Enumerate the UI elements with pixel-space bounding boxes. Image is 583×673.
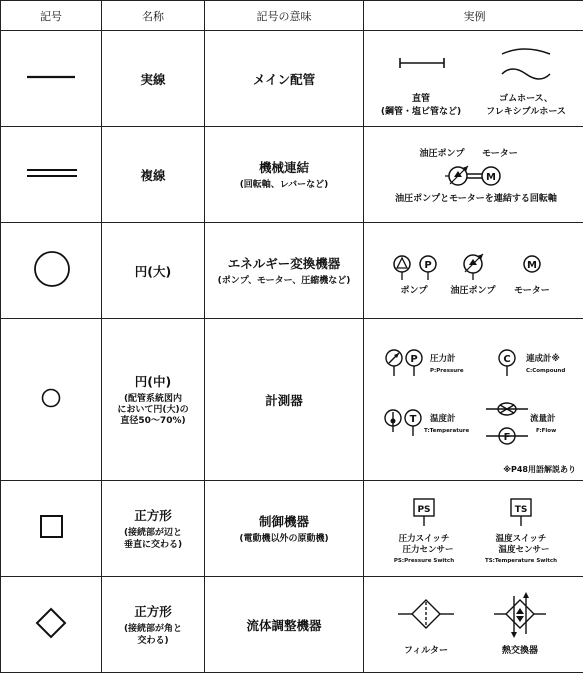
example-cell — [364, 223, 583, 319]
fluid-examples — [364, 578, 583, 672]
example-label: 油圧ポンプとモーターを連結する回転軸 — [395, 193, 557, 204]
example-label: 圧力計 — [430, 353, 456, 364]
row-meaning-cell — [205, 481, 364, 577]
row-meaning: エネルギー変換機器 — [227, 255, 341, 271]
example-label: F:Flow — [536, 427, 557, 434]
footnote: ※P48用語解説あり — [503, 464, 576, 474]
row-name: 複線 — [102, 127, 205, 223]
example-label: C:Compound — [526, 367, 566, 374]
row-meaning-cell — [205, 223, 364, 319]
row-name-note: (接続部が角と 交わる) — [123, 624, 183, 646]
example-label: 圧力スイッチ — [398, 533, 450, 544]
row-name-cell — [102, 577, 205, 673]
header-row — [1, 1, 583, 31]
motor-icon — [524, 256, 540, 272]
example-cell — [364, 577, 583, 673]
shaft-example — [364, 128, 583, 222]
table-row — [1, 577, 583, 673]
example-cell — [364, 31, 583, 127]
pump-icon — [394, 256, 410, 280]
svg-text:TS: TS — [514, 504, 528, 515]
gauge-examples — [364, 320, 583, 480]
table-row — [1, 481, 583, 577]
diamond-icon — [1, 606, 101, 640]
symbol-diamond — [1, 577, 102, 673]
example-cell — [364, 319, 583, 481]
row-name-cell — [102, 481, 205, 577]
example-label: 油圧ポンプ — [419, 148, 465, 159]
header-name: 名称 — [102, 1, 205, 31]
row-name: 実線 — [102, 31, 205, 127]
example-label: モーター — [482, 148, 518, 159]
rubber-hose-icon — [502, 49, 550, 79]
row-name: 円(大) — [102, 223, 205, 319]
table-row — [1, 127, 583, 223]
svg-text:C: C — [503, 353, 511, 365]
straight-pipe-icon — [400, 58, 444, 68]
row-meaning-cell — [205, 127, 364, 223]
example-label: フレキシブルホース — [486, 106, 566, 117]
energy-examples — [364, 224, 583, 318]
row-meaning: 流体調整機器 — [205, 577, 364, 673]
header-example: 実例 — [364, 1, 583, 31]
example-label: T:Temperature — [424, 427, 470, 434]
row-meaning: 制御機器 — [258, 513, 309, 529]
row-meaning-note: (回転軸、レバーなど) — [239, 179, 329, 190]
double-line-icon — [1, 163, 101, 183]
row-name-note: (接続部が辺と 垂直に交わる) — [123, 528, 183, 550]
row-name-cell — [102, 319, 205, 481]
header-symbol: 記号 — [1, 1, 102, 31]
square-icon — [1, 512, 101, 542]
symbol-square — [1, 481, 102, 577]
symbol-double-line — [1, 127, 102, 223]
svg-text:M: M — [486, 171, 496, 183]
example-label: ポンプ — [400, 285, 428, 296]
example-label: P:Pressure — [430, 367, 464, 374]
pump-p-icon — [420, 256, 436, 280]
motor-icon — [482, 167, 500, 185]
example-label: 熱交換器 — [501, 645, 539, 656]
example-label: 直管 — [411, 93, 431, 104]
row-name-note: (配管系統図内 において円(大)の 直径50～70%) — [117, 393, 189, 427]
svg-text:P: P — [424, 259, 432, 271]
example-label: ゴムホース、 — [499, 93, 553, 104]
svg-text:P: P — [410, 353, 418, 365]
svg-text:F: F — [503, 431, 511, 443]
example-label: モーター — [514, 285, 550, 296]
row-name: 正方形 — [134, 508, 172, 524]
example-label: 流量計 — [530, 413, 556, 424]
example-label: TS:Temperature Switch — [484, 557, 558, 564]
symbol-large-circle — [1, 223, 102, 319]
header-meaning: 記号の意味 — [205, 1, 364, 31]
heat-exchanger-icon — [494, 594, 546, 636]
table-row — [1, 223, 583, 319]
example-label: 油圧ポンプ — [450, 285, 496, 296]
table-row — [1, 31, 583, 127]
row-name: 正方形 — [134, 604, 172, 620]
example-label: 連成計※ — [526, 353, 560, 364]
example-label: 温度計 — [430, 413, 456, 424]
switch-examples — [364, 482, 583, 576]
example-label: 温度スイッチ — [495, 533, 547, 544]
solid-line-icon — [1, 67, 101, 87]
symbol-solid-line — [1, 31, 102, 127]
svg-text:M: M — [527, 259, 537, 271]
row-meaning-note: (ポンプ、モーター、圧縮機など) — [217, 275, 351, 286]
hydraulic-pump-icon — [445, 166, 468, 185]
pipe-examples — [364, 32, 583, 126]
row-meaning: 計測器 — [205, 319, 364, 481]
row-meaning: メイン配管 — [205, 31, 364, 127]
example-label: 温度センサー — [498, 544, 550, 555]
table-row — [1, 319, 583, 481]
large-circle-icon — [1, 249, 101, 289]
example-label: PS:Pressure Switch — [393, 557, 455, 564]
hydraulic-pump-icon — [464, 254, 483, 280]
row-meaning: 機械連結 — [258, 159, 309, 175]
row-name: 円(中) — [134, 373, 172, 389]
svg-text:T: T — [409, 413, 417, 425]
symbol-medium-circle — [1, 319, 102, 481]
example-label: 圧力センサー — [402, 544, 454, 555]
example-label: (鋼管・塩ビ管など) — [380, 106, 462, 117]
medium-circle-icon — [1, 386, 101, 410]
example-label: フィルター — [404, 645, 448, 656]
svg-text:PS: PS — [417, 504, 431, 515]
filter-icon — [398, 600, 454, 628]
example-cell — [364, 127, 583, 223]
row-meaning-note: (電動機以外の原動機) — [239, 533, 329, 544]
example-cell — [364, 481, 583, 577]
